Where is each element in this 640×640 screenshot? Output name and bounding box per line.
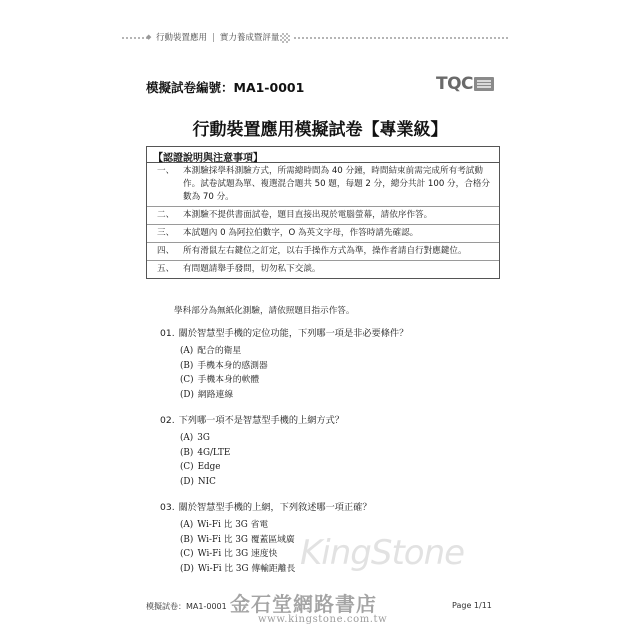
- option-key: (C): [180, 462, 194, 473]
- option-a: [160, 431, 344, 446]
- option-key: (C): [180, 375, 194, 386]
- notice-item-text: 本試題內 0 為阿拉伯數字，O 為英文字母，作答時請先確認。: [183, 228, 419, 238]
- option-text: 3G: [197, 433, 210, 443]
- option-text: Wi-Fi 比 3G 速度快: [197, 549, 278, 560]
- notice-item-number: 二、: [157, 210, 175, 220]
- header-dotted-rule-left: [122, 37, 148, 39]
- option-d: [160, 388, 408, 403]
- notice-box: [146, 146, 500, 279]
- tqc-logo: [436, 74, 496, 94]
- watermark-store-name: 金石堂網路書店: [230, 592, 377, 616]
- paper-id: 模擬試卷編號：MA1-0001: [146, 80, 305, 95]
- question-stem: [160, 414, 344, 428]
- question-stem: [160, 501, 372, 515]
- notice-item: [147, 225, 499, 243]
- option-key: (A): [180, 346, 194, 356]
- instruction-text: 學科部分為無紙化測驗，請依照題目指示作答。: [174, 306, 355, 316]
- option-text: 手機本身的感測器: [197, 360, 268, 371]
- option-text: 4G/LTE: [197, 447, 231, 458]
- option-key: (C): [180, 549, 194, 560]
- option-b: [160, 446, 344, 461]
- option-text: NIC: [197, 476, 216, 487]
- option-key: (D): [180, 563, 194, 574]
- notice-item: [147, 243, 499, 261]
- option-key: (D): [180, 389, 194, 400]
- question-number: 01.: [160, 328, 175, 339]
- option-c: [160, 373, 408, 388]
- option-key: (B): [180, 447, 194, 458]
- notice-item-number: 三、: [157, 228, 175, 238]
- option-text: Wi-Fi 比 3G 傳輸距離長: [197, 563, 296, 574]
- notice-item-number: 四、: [157, 246, 175, 256]
- notice-item-text: 所有滑鼠左右鍵位之訂定，以右手操作方式為準，操作者請自行對應鍵位。: [183, 246, 467, 256]
- footer-paper-id: 模擬試卷：MA1-0001: [146, 602, 227, 611]
- question-text: 關於智慧型手機的上網，下列敘述哪一項正確？: [178, 502, 372, 513]
- question-number: 03.: [160, 502, 175, 513]
- question-2: [160, 414, 344, 489]
- notice-item: [147, 261, 499, 278]
- page-header: [122, 30, 510, 46]
- question-text: 下列哪一項不是智慧型手機的上網方式？: [178, 415, 344, 426]
- option-text: 手機本身的軟體: [197, 375, 260, 386]
- question-stem: [160, 327, 408, 341]
- option-d: [160, 475, 344, 490]
- notice-item-text: 本測驗採學科測驗方式，所需總時間為 40 分鐘，時間結束前需完成所有考試動作。試卷試題為單、複選混合題共 50 題，每題 2 分，總分共計 100 分，合格分數為 70 分。: [183, 166, 491, 202]
- option-text: 網路連線: [197, 389, 234, 400]
- notice-item-number: 一、: [157, 166, 175, 176]
- notice-item: [147, 163, 499, 207]
- option-b: [160, 359, 408, 374]
- notice-heading: 【認證說明與注意事項】: [147, 147, 499, 163]
- option-text: Wi-Fi 比 3G 覆蓋區域廣: [197, 534, 295, 545]
- option-c: [160, 460, 344, 475]
- tqc-logo-text: TQC: [436, 74, 474, 94]
- option-key: (D): [180, 476, 194, 487]
- option-a: [160, 518, 372, 533]
- checker-pattern-icon: [280, 33, 290, 43]
- breadcrumb-separator: |: [212, 33, 215, 43]
- exam-title: 行動裝置應用模擬試卷【專業級】: [192, 120, 448, 140]
- breadcrumb-book-subtitle: 實力養成暨評量: [219, 33, 280, 43]
- question-text: 關於智慧型手機的定位功能，下列哪一項是非必要條件？: [178, 328, 409, 339]
- option-text: Edge: [197, 462, 221, 473]
- page-number: Page 1/11: [452, 601, 492, 610]
- watermark-brand: KingStone: [300, 533, 465, 573]
- option-a: [160, 344, 408, 359]
- notice-item: [147, 207, 499, 225]
- diamond-icon: ◆: [146, 33, 152, 41]
- option-key: (A): [180, 520, 194, 530]
- option-key: (B): [180, 360, 194, 371]
- option-key: (A): [180, 433, 194, 443]
- option-text: 配合的衛星: [197, 346, 242, 356]
- header-dotted-rule-right: [294, 37, 508, 39]
- header-breadcrumb: [156, 31, 279, 43]
- notice-item-number: 五、: [157, 264, 175, 274]
- question-number: 02.: [160, 415, 175, 426]
- watermark-url: www.kingstone.com.tw: [258, 614, 388, 625]
- option-key: (B): [180, 534, 194, 545]
- notice-item-text: 本測驗不提供書面試卷，題目直接出現於電腦螢幕，請依序作答。: [183, 210, 433, 220]
- question-1: [160, 327, 408, 402]
- breadcrumb-book-title: 行動裝置應用: [156, 33, 208, 43]
- option-text: Wi-Fi 比 3G 省電: [197, 520, 269, 530]
- tqc-logo-badge-icon: [474, 77, 494, 91]
- notice-item-text: 有問題請舉手發問，切勿私下交談。: [183, 264, 321, 274]
